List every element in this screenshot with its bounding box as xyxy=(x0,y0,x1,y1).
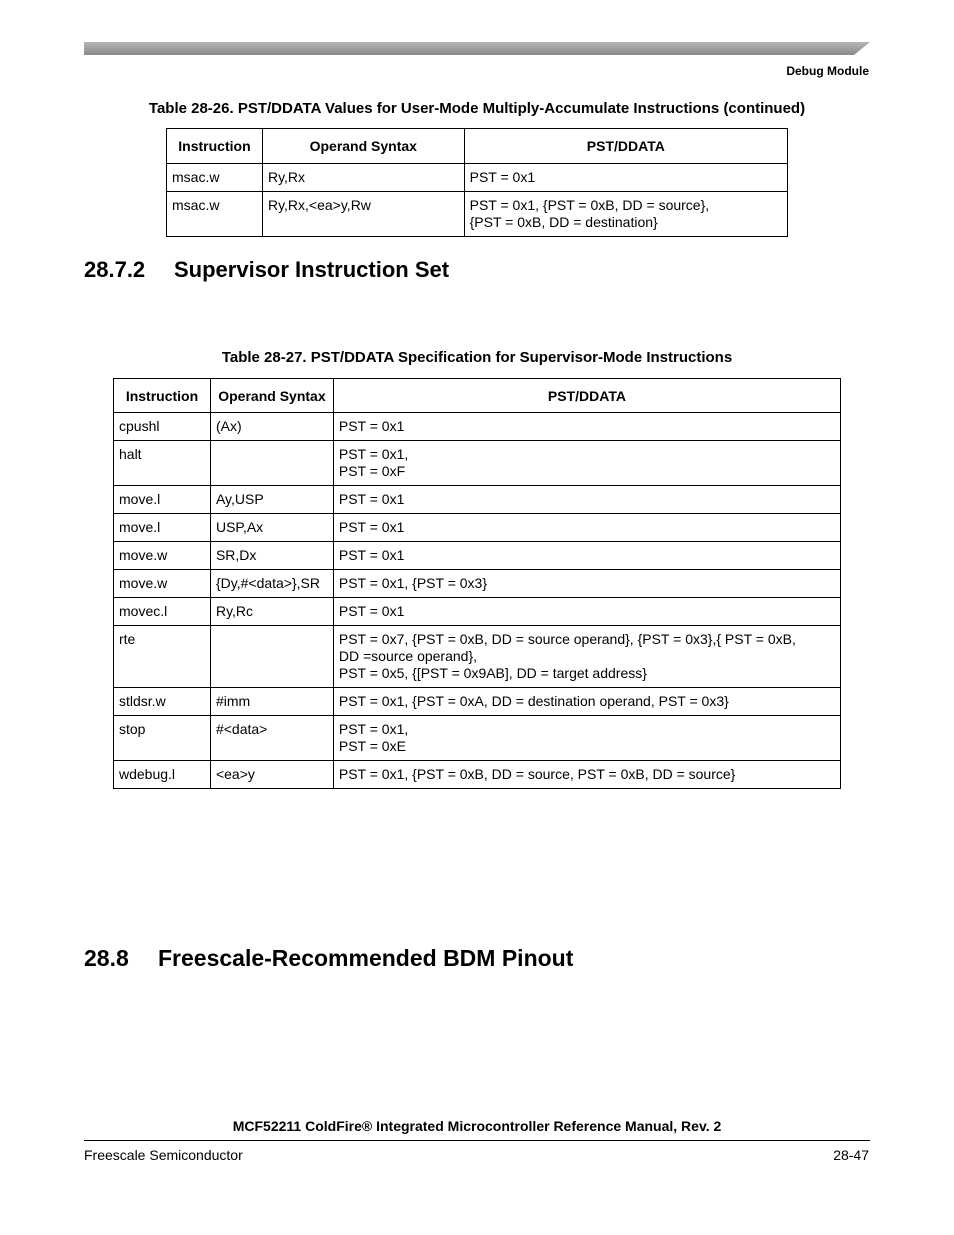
section-title: Freescale-Recommended BDM Pinout xyxy=(158,945,574,971)
pst-ddata-cell xyxy=(333,570,840,598)
footer-title: MCF52211 ColdFire® Integrated Microcontroller Reference Manual, Rev. 2 xyxy=(232,1118,722,1134)
pst-ddata-line: PST = 0x1 xyxy=(338,547,405,563)
pst-ddata-line: PST = 0x1, {PST = 0xB, DD = source, PST = 0xB, DD = source} xyxy=(338,766,736,782)
running-head: Debug Module xyxy=(786,64,869,78)
pst-ddata-cell xyxy=(464,192,787,237)
pst-ddata-cell xyxy=(333,441,840,486)
column-header: Instruction xyxy=(114,379,211,413)
pst-ddata-line: PST = 0xF xyxy=(338,463,406,479)
table-row xyxy=(114,598,841,626)
table-27-caption: Table 28-27. PST/DDATA Specification for Supervisor-Mode Instructions xyxy=(221,349,733,366)
operand-syntax-cell xyxy=(210,626,333,688)
instruction-cell: msac.w xyxy=(167,192,263,237)
table-row xyxy=(114,626,841,688)
pst-ddata-cell xyxy=(333,598,840,626)
pst-ddata-line: PST = 0x1, xyxy=(338,446,409,462)
instruction-cell: halt xyxy=(114,441,211,486)
table-27 xyxy=(113,378,841,789)
pst-ddata-cell xyxy=(333,761,840,789)
table-row xyxy=(114,570,841,598)
pst-ddata-line: PST = 0x1, {PST = 0x3} xyxy=(338,575,488,591)
table-26-caption: Table 28-26. PST/DDATA Values for User-Mode Multiply-Accumulate Instructions (continued) xyxy=(148,100,806,117)
pst-ddata-cell xyxy=(333,413,840,441)
instruction-cell: rte xyxy=(114,626,211,688)
pst-ddata-line: PST = 0x1 xyxy=(338,491,405,507)
instruction-cell: msac.w xyxy=(167,164,263,192)
column-header: PST/DDATA xyxy=(333,379,840,413)
header-bar xyxy=(84,42,870,55)
instruction-cell: move.l xyxy=(114,486,211,514)
operand-syntax-cell: {Dy,#<data>},SR xyxy=(210,570,333,598)
pst-ddata-line: {PST = 0xB, DD = destination} xyxy=(469,214,658,230)
instruction-cell: stop xyxy=(114,716,211,761)
operand-syntax-cell: Ay,USP xyxy=(210,486,333,514)
pst-ddata-line: PST = 0x1 xyxy=(469,169,536,185)
pst-ddata-line: PST = 0xE xyxy=(338,738,406,754)
operand-syntax-cell: USP,Ax xyxy=(210,514,333,542)
pst-ddata-cell xyxy=(464,164,787,192)
table-row xyxy=(114,413,841,441)
section-heading-28-7-2 xyxy=(84,257,449,283)
column-header: Operand Syntax xyxy=(210,379,333,413)
table-row xyxy=(114,688,841,716)
pst-ddata-cell xyxy=(333,486,840,514)
footer-publisher: Freescale Semiconductor xyxy=(84,1147,243,1163)
section-number: 28.8 xyxy=(84,945,129,971)
pst-ddata-cell xyxy=(333,688,840,716)
pst-ddata-line: PST = 0x1 xyxy=(338,418,405,434)
table-row xyxy=(114,716,841,761)
pst-ddata-cell xyxy=(333,542,840,570)
table-row xyxy=(114,441,841,486)
pst-ddata-line: PST = 0x1 xyxy=(338,603,405,619)
column-header: Operand Syntax xyxy=(262,129,464,164)
pst-ddata-line: DD =source operand}, xyxy=(338,648,478,664)
section-title: Supervisor Instruction Set xyxy=(174,257,450,282)
operand-syntax-cell: Ry,Rx xyxy=(262,164,464,192)
instruction-cell: stldsr.w xyxy=(114,688,211,716)
operand-syntax-cell: (Ax) xyxy=(210,413,333,441)
section-heading-28-8 xyxy=(84,945,573,972)
page-number: 28-47 xyxy=(833,1147,869,1163)
table-row xyxy=(114,486,841,514)
operand-syntax-cell: SR,Dx xyxy=(210,542,333,570)
table-row xyxy=(114,542,841,570)
instruction-cell: movec.l xyxy=(114,598,211,626)
table-row xyxy=(167,192,788,237)
instruction-cell: wdebug.l xyxy=(114,761,211,789)
operand-syntax-cell: <ea>y xyxy=(210,761,333,789)
instruction-cell: move.l xyxy=(114,514,211,542)
instruction-cell: move.w xyxy=(114,570,211,598)
table-row xyxy=(167,164,788,192)
pst-ddata-line: PST = 0x1, xyxy=(338,721,409,737)
pst-ddata-line: PST = 0x5, {[PST = 0x9AB], DD = target address} xyxy=(338,665,647,681)
pst-ddata-line: PST = 0x1, {PST = 0xB, DD = source}, xyxy=(469,197,710,213)
operand-syntax-cell: #imm xyxy=(210,688,333,716)
operand-syntax-cell: #<data> xyxy=(210,716,333,761)
operand-syntax-cell xyxy=(210,441,333,486)
table-26 xyxy=(166,128,788,237)
instruction-cell: cpushl xyxy=(114,413,211,441)
footer-rule xyxy=(84,1140,870,1141)
section-number: 28.7.2 xyxy=(84,257,146,282)
column-header: PST/DDATA xyxy=(464,129,787,164)
pst-ddata-cell xyxy=(333,514,840,542)
pst-ddata-line: PST = 0x1, {PST = 0xA, DD = destination operand, PST = 0x3} xyxy=(338,693,729,709)
pst-ddata-line: PST = 0x1 xyxy=(338,519,405,535)
table-row xyxy=(114,514,841,542)
operand-syntax-cell: Ry,Rc xyxy=(210,598,333,626)
pst-ddata-cell xyxy=(333,716,840,761)
pst-ddata-line: PST = 0x7, {PST = 0xB, DD = source operand}, {PST = 0x3},{ PST = 0xB, xyxy=(338,631,796,647)
operand-syntax-cell: Ry,Rx,<ea>y,Rw xyxy=(262,192,464,237)
instruction-cell: move.w xyxy=(114,542,211,570)
table-row xyxy=(114,761,841,789)
pst-ddata-cell xyxy=(333,626,840,688)
column-header: Instruction xyxy=(167,129,263,164)
